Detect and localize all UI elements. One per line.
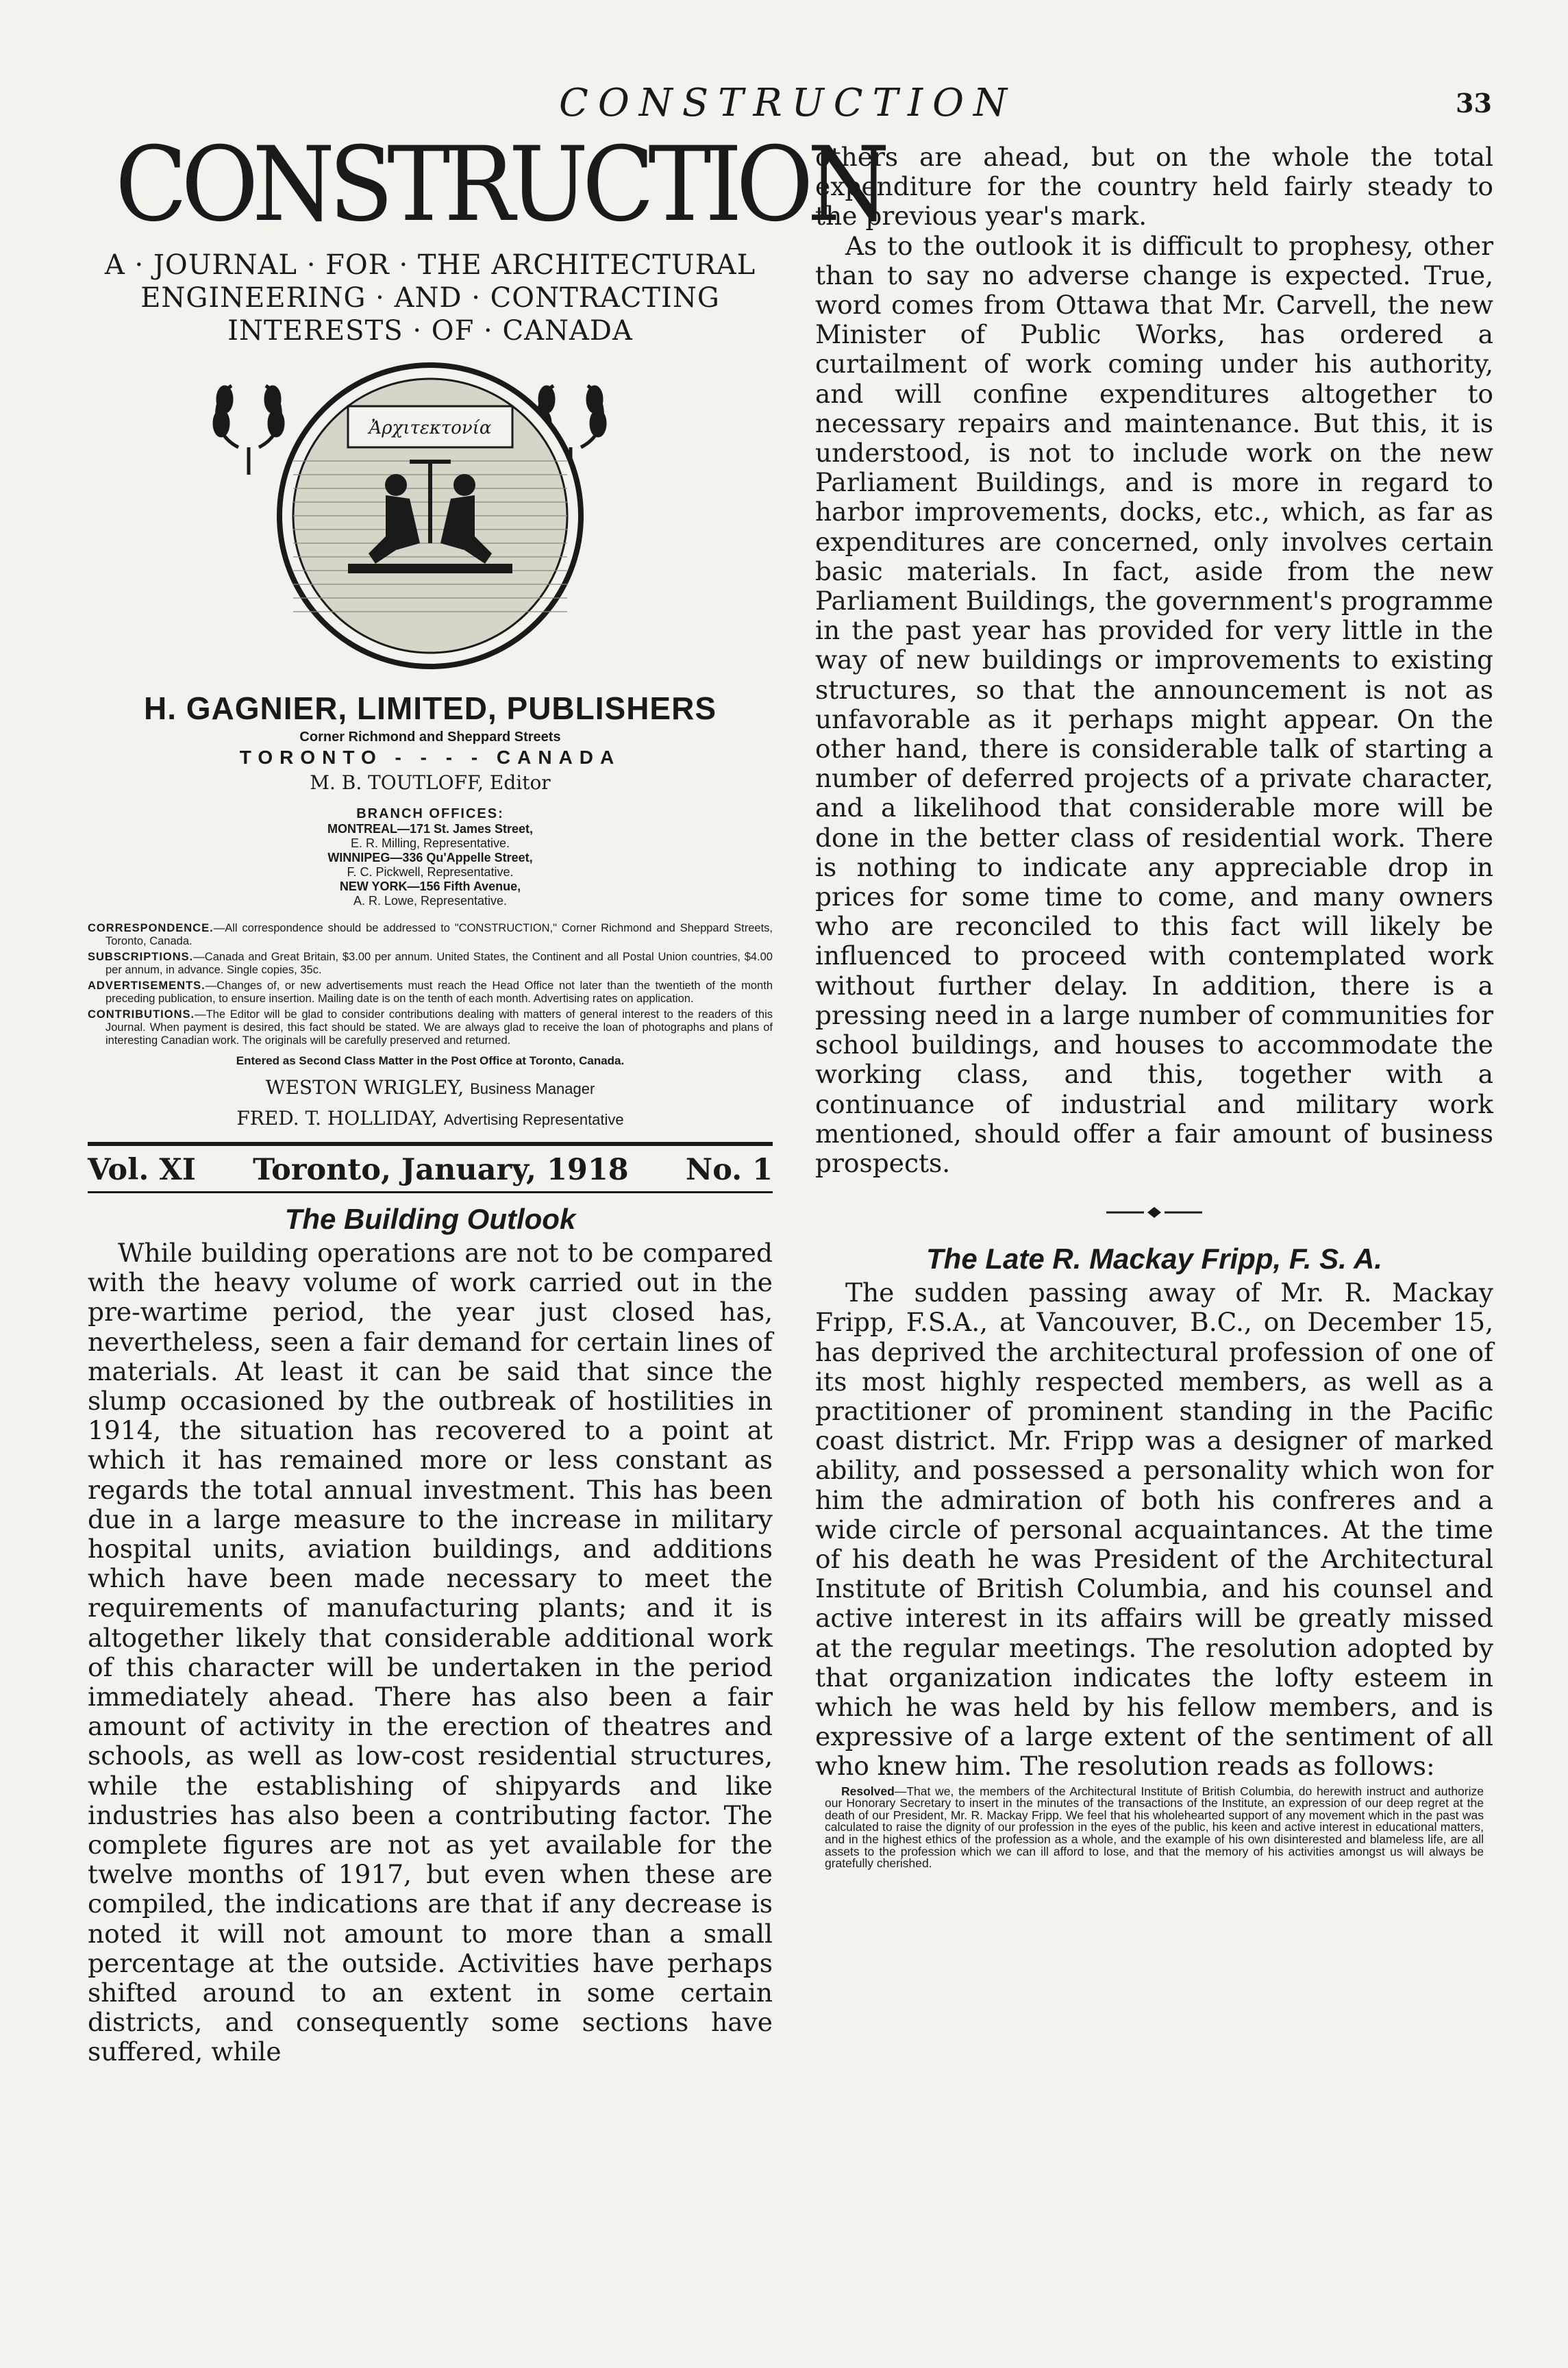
left-laurel-icon — [214, 386, 283, 475]
notices-block — [88, 922, 773, 1047]
section-divider-icon — [815, 1206, 1493, 1222]
masthead-title: CONSTRUCTION — [115, 125, 884, 245]
right-column — [815, 142, 1493, 1870]
branch-office — [88, 880, 773, 908]
issue-date: Toronto, January, 1918 — [253, 1153, 629, 1187]
subtitle-line: INTERESTS · OF · CANADA — [227, 315, 633, 347]
branch-office-rep: E. R. Milling, Representative. — [350, 836, 510, 850]
branch-office — [88, 851, 773, 880]
publisher-city: TORONTO - - - - CANADA — [239, 747, 621, 768]
editor-line: M. B. TOUTLOFF, Editor — [310, 771, 551, 794]
staff-role: Advertising Representative — [443, 1111, 624, 1128]
article-paragraph: As to the outlook it is difficult to prophesy, other than to say no adverse change is expected. True, word comes from Ottawa that Mr. Carvell, the new Minister of Public Works, has ordered a curtailment of work coming under his authority, and will confine expenditures altogether to necessary repairs and maintenance. But this, it is understood, is not to include work on the new Parliament Buildings, and is more in regard to harbor improvements, docks, etc., which, as far as expenditures are concerned, only involves certain basic materials. In fact, aside from the new Parliament Buildings, the government's programme in the past year has provided for very little in the way of new buildings or improvements to existing structures, so that the announcement is not as unfavorable as it perhaps might appear. On the other hand, there is considerable talk of starting a number of deferred projects of a private character, and a likelihood that considerable more will be done in the better class of residential work. There is nothing to indicate any appreciable drop in prices for some time to come, and many owners who are reconciled to this fact will likely be influenced to proceed with contemplated work without further delay. In addition, there is a pressing need in a large number of communities for school buildings, and houses to accommodate the working class, and this, together with a continuance of industrial and military work mentioned, should offer a fair amount of business prospects. — [815, 230, 1493, 1178]
staff-line — [88, 1076, 773, 1099]
branch-offices-title: BRANCH OFFICES: — [356, 806, 504, 821]
notice-correspondence: CORRESPONDENCE.—All correspondence should be addressed to "CONSTRUCTION," Corner Richmond and Sheppard Streets, Toronto, Canada. — [88, 922, 773, 947]
staff-line — [88, 1107, 773, 1130]
emblem — [88, 358, 773, 680]
article-paragraph-continued: others are ahead, but on the whole the total expenditure for the country held fairly steady to the previous year's mark. — [815, 142, 1493, 232]
notice-advertisements: ADVERTISEMENTS.—Changes of, or new advertisements must reach the Head Office not later than the twentieth of the month preceding publication, to ensure insertion. Mailing date is on the tenth of each month. Advertising rates on application. — [88, 980, 773, 1005]
article-paragraph: While building operations are not to be compared with the heavy volume of work carried out in the pre-wartime period, the year just closed has, nevertheless, seen a fair demand for certain lines of materials. At least it can be said that since the slump occasioned by the outbreak of hostilities in 1914, the situation has recovered to a point at which it has remained more or less constant as regards the total annual investment. This has been due in a large measure to the increase in military hospital units, aviation buildings, and additions which have been made necessary to meet the requirements of manufacturing plants; and it is altogether likely that considerable additional work of this character will be undertaken in the period immediately ahead. There has also been a fair amount of activity in the erection of theatres and schools, as well as low-cost residential structures, while the establishing of shipyards and like industries has also been a contributing factor. The complete figures are not as yet available for the twelve months of 1917, but even when these are compiled, the indications are that if any decrease is noted it will not amount to more than a small percentage at the outside. Activities have perhaps shifted around to an extent in some certain districts, and consequently some sections have suffered, while — [88, 1238, 773, 2067]
branch-office-rep: A. R. Lowe, Representative. — [353, 894, 508, 908]
resolution-text: Resolved—That we, the members of the Architectural Institute of British Columbia, do herewith instruct and authorize our Honorary Secretary to insert in the minutes of the transactions of the Institute, an expression of our deep regret at the death of our President, Mr. R. Mackay Fripp. We feel that his wholehearted support of any movement which in the past was calculated to raise the dignity of our profession in the eyes of the public, his keen and active interest in educational matters, and in the highest ethics of the profession as a whole, and the example of his own disinterested and blameless life, are all assets to the profession which we can ill afford to lose, and that the memory of his activities amongst us will always be gratefully cherished. — [825, 1784, 1484, 1871]
subtitle-line: ENGINEERING · AND · CONTRACTING — [140, 282, 720, 314]
postal-entry: Entered as Second Class Matter in the Post Office at Toronto, Canada. — [236, 1054, 625, 1067]
notice-contributions: CONTRIBUTIONS.—The Editor will be glad to consider contributions dealing with matters of general interest to the readers of this Journal. When payment is desired, this fact should be stated. We are always glad to receive the loan of photographs and plans of interesting Canadian work. The originals will be carefully preserved and returned. — [88, 1008, 773, 1047]
running-title: CONSTRUCTION — [558, 81, 1017, 125]
article-title: The Late R. Mackay Fripp, F. S. A. — [926, 1243, 1382, 1275]
issue-bar — [88, 1142, 773, 1193]
staff-role: Business Manager — [470, 1080, 595, 1097]
emblem-text: Ἀρχιτεκτονία — [369, 418, 492, 438]
staff-name: WESTON WRIGLEY, — [265, 1076, 464, 1099]
notice-subscriptions: SUBSCRIPTIONS.—Canada and Great Britain, $3.00 per annum. United States, the Continent and all Postal Union countries, $4.00 per annum, in advance. Single copies, 35c. — [88, 951, 773, 976]
branch-office-rep: F. C. Pickwell, Representative. — [347, 865, 514, 879]
left-column — [88, 125, 884, 2067]
branch-office — [88, 822, 773, 851]
issue-number: No. 1 — [685, 1153, 773, 1187]
publisher-name: H. GAGNIER, LIMITED, PUBLISHERS — [143, 690, 717, 726]
article-paragraph: The sudden passing away of Mr. R. Mackay Fripp, F.S.A., at Vancouver, B.C., on December 15, has deprived the architectural profession of one of its most highly respected members, as well as a practitioner of prominent standing in the Pacific coast district. Mr. Fripp was a designer of marked ability, and possessed a personality which won for him the admiration of both his confreres and a wide circle of personal acquaintances. At the time of his death he was President of the Architectural Institute of British Columbia, and his counsel and active interest in its affairs will be greatly missed at the regular meetings. The resolution adopted by that organization indicates the lofty esteem in which he was held by his fellow members, and is expressive of a large extent of the sentiment of all who knew him. The resolution reads as follows: — [815, 1278, 1493, 1782]
branch-office-address: NEW YORK—156 Fifth Avenue, — [339, 880, 521, 893]
masthead-subtitle — [88, 249, 773, 347]
publisher-address: Corner Richmond and Sheppard Streets — [299, 730, 561, 745]
branch-office-address: MONTREAL—171 St. James Street, — [327, 822, 534, 836]
architecture-seal-icon — [190, 358, 670, 680]
branch-office-address: WINNIPEG—336 Qu'Appelle Street, — [327, 851, 533, 864]
article-title: The Building Outlook — [284, 1203, 576, 1235]
page-number: 33 — [1456, 88, 1492, 119]
subtitle-line: A · JOURNAL · FOR · THE ARCHITECTURAL — [104, 249, 756, 281]
issue-volume: Vol. XI — [88, 1153, 196, 1187]
staff-name: FRED. T. HOLLIDAY, — [236, 1107, 438, 1130]
